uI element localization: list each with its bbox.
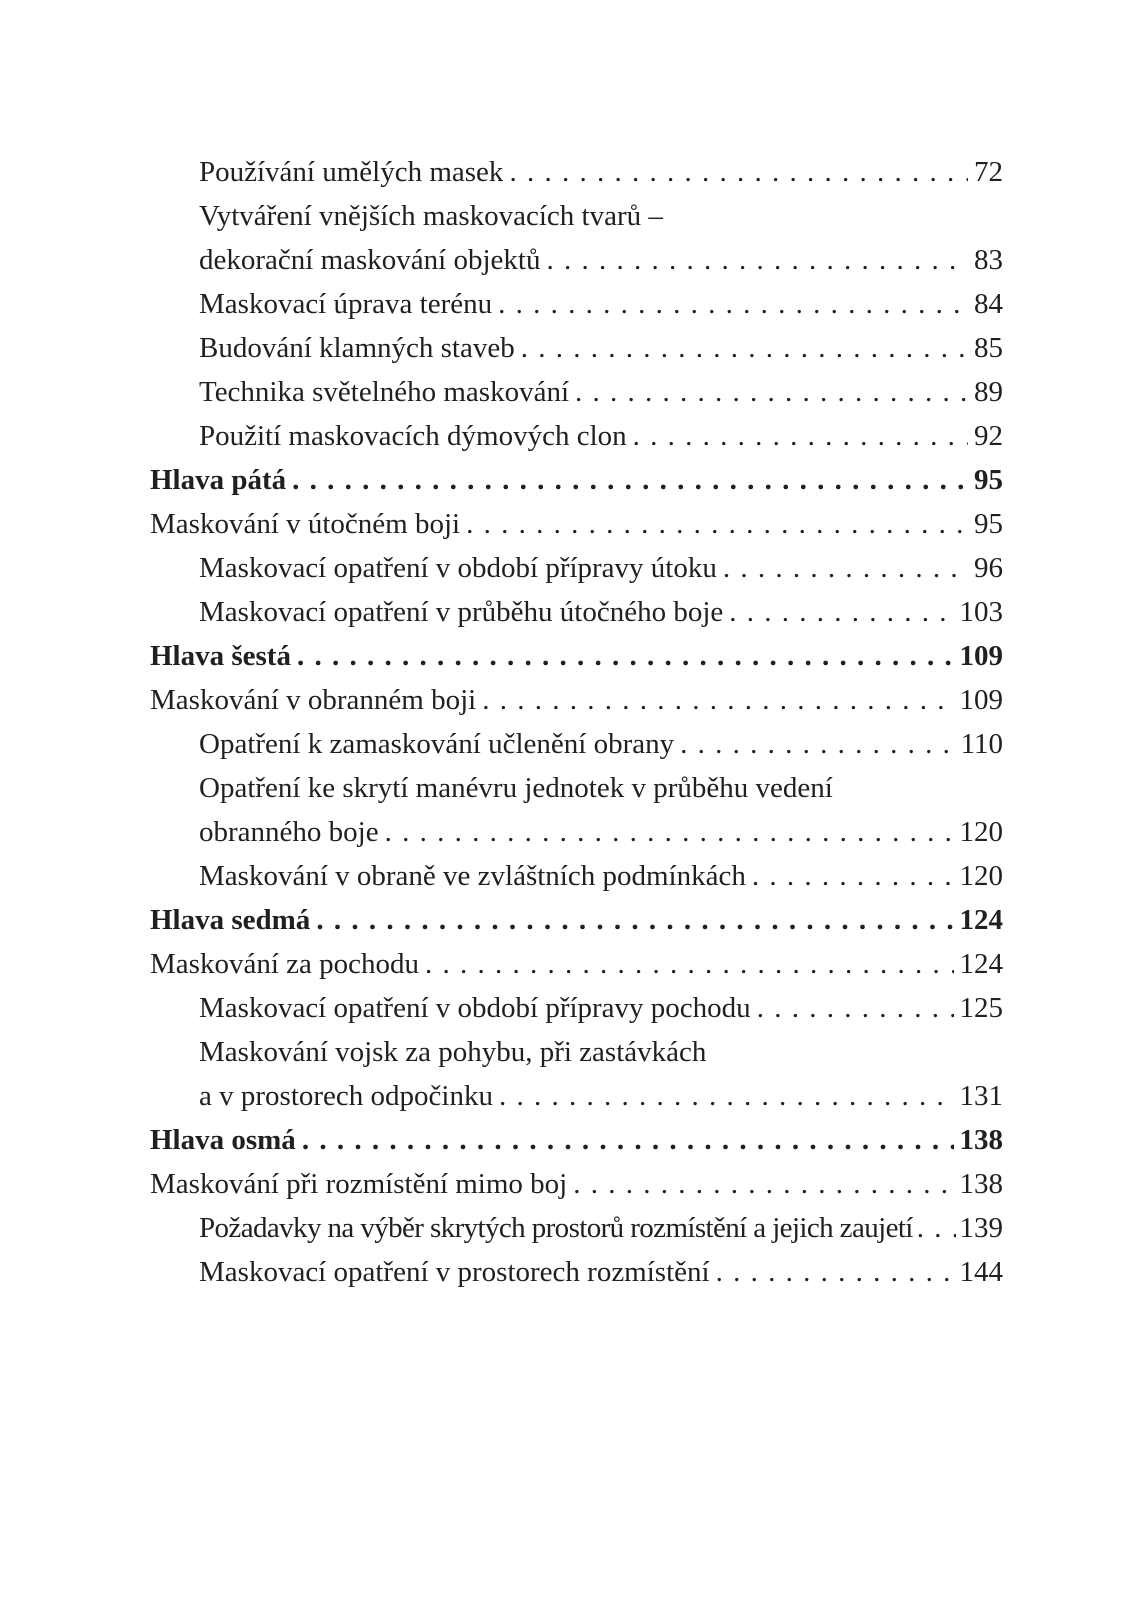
toc-entry-page: 138 [959,1168,1003,1200]
toc-entry[interactable] [150,194,1003,238]
dot-leader [575,370,968,414]
toc-entry[interactable] [150,1206,1003,1250]
toc-entry[interactable] [150,150,1003,194]
dot-leader [752,854,954,898]
toc-entry-title: Maskování v obranném boji [150,684,477,716]
dot-leader [917,1206,956,1250]
toc-entry-page: 109 [959,684,1003,716]
toc-entry-title: Technika světelného maskování [199,376,570,408]
toc-entry-page: 95 [974,464,1003,496]
toc-entry-title: a v prostorech odpočinku [199,1080,493,1112]
dot-leader [546,238,968,282]
toc-entry-page: 120 [959,816,1003,848]
toc-entry[interactable] [150,326,1003,370]
dot-leader [633,414,968,458]
toc-entry[interactable] [150,1162,1003,1206]
toc-chapter-entry[interactable] [150,634,1003,678]
dot-leader [757,986,954,1030]
toc-entry-title: Použití maskovacích dýmových clon [199,420,627,452]
toc-entry-title: Maskovací opatření v období přípravy pochodu [199,992,751,1024]
dot-leader [297,634,954,678]
toc-entry-title: Maskovací opatření v průběhu útočného boje [199,596,724,628]
toc-entry-page: 95 [974,508,1003,540]
toc-entry-title: Vytváření vnějších maskovacích tvarů – [199,200,663,232]
toc-entry[interactable] [150,590,1003,634]
toc-entry-title: Budování klamných staveb [199,332,515,364]
toc-entry[interactable] [150,414,1003,458]
dot-leader [573,1162,953,1206]
toc-chapter-title: Hlava pátá [150,464,287,496]
toc-chapter-title: Hlava sedmá [150,904,311,936]
toc-entry-page: 84 [974,288,1003,320]
toc-entry-page: 139 [959,1212,1003,1244]
toc-entry[interactable] [150,370,1003,414]
dot-leader [680,722,954,766]
toc-entry-page: 83 [974,244,1003,276]
toc-chapter-title: Hlava osmá [150,1124,296,1156]
toc-entry-page: 125 [959,992,1003,1024]
toc-chapter-title: Hlava šestá [150,640,291,672]
toc-entry[interactable] [150,282,1003,326]
dot-leader [482,678,953,722]
toc-entry-page: 131 [959,1080,1003,1112]
dot-leader [499,1074,954,1118]
toc-entry[interactable] [150,986,1003,1030]
dot-leader [385,810,954,854]
toc-entry-title: Maskování za pochodu [150,948,419,980]
toc-entry[interactable] [150,502,1003,546]
toc-entry[interactable] [150,766,1003,810]
toc-entry-page: 85 [974,332,1003,364]
dot-leader [509,150,968,194]
toc-entry-page: 120 [959,860,1003,892]
toc-entry-title: obranného boje [199,816,379,848]
toc-entry-title: Maskovací opatření v období přípravy útoku [199,552,717,584]
dot-leader [521,326,968,370]
toc-entry[interactable] [150,238,1003,282]
table-of-contents [150,150,1003,1294]
dot-leader [723,546,968,590]
toc-entry-title: Maskovací opatření v prostorech rozmístění [199,1256,710,1288]
toc-entry-title: Opatření ke skrytí manévru jednotek v průběhu vedení [199,772,833,804]
toc-entry-title: Opatření k zamaskování učlenění obrany [199,728,675,760]
toc-entry-page: 89 [974,376,1003,408]
toc-entry-title: Používání umělých masek [199,156,504,188]
toc-entry-title: Maskování v útočném boji [150,508,461,540]
toc-entry-title: dekorační maskování objektů [199,244,541,276]
dot-leader [316,898,953,942]
dot-leader [466,502,968,546]
dot-leader [498,282,968,326]
toc-entry-page: 96 [974,552,1003,584]
dot-leader [729,590,953,634]
toc-entry-page: 92 [974,420,1003,452]
toc-entry[interactable] [150,1250,1003,1294]
toc-entry-title: Požadavky na výběr skrytých prostorů rozmístění a jejich zaujetí [199,1212,913,1244]
toc-entry-page: 124 [959,904,1003,936]
toc-entry-page: 103 [959,596,1003,628]
dot-leader [302,1118,954,1162]
toc-entry[interactable] [150,1074,1003,1118]
dot-leader [425,942,954,986]
toc-entry-page: 138 [959,1124,1003,1156]
toc-entry-title: Maskování vojsk za pohybu, při zastávkách [199,1036,707,1068]
toc-chapter-entry[interactable] [150,898,1003,942]
toc-entry[interactable] [150,546,1003,590]
toc-entry[interactable] [150,854,1003,898]
toc-entry[interactable] [150,810,1003,854]
toc-entry-title: Maskovací úprava terénu [199,288,493,320]
toc-entry-page: 124 [959,948,1003,980]
toc-entry[interactable] [150,722,1003,766]
toc-entry[interactable] [150,678,1003,722]
toc-entry-title: Maskování při rozmístění mimo boj [150,1168,568,1200]
toc-entry-page: 110 [960,728,1003,760]
toc-entry-page: 109 [959,640,1003,672]
toc-entry[interactable] [150,942,1003,986]
toc-entry-page: 144 [959,1256,1003,1288]
dot-leader [716,1250,954,1294]
toc-entry-page: 72 [974,156,1003,188]
toc-entry-title: Maskování v obraně ve zvláštních podmínkách [199,860,746,892]
dot-leader [292,458,968,502]
toc-chapter-entry[interactable] [150,458,1003,502]
toc-chapter-entry[interactable] [150,1118,1003,1162]
toc-entry[interactable] [150,1030,1003,1074]
